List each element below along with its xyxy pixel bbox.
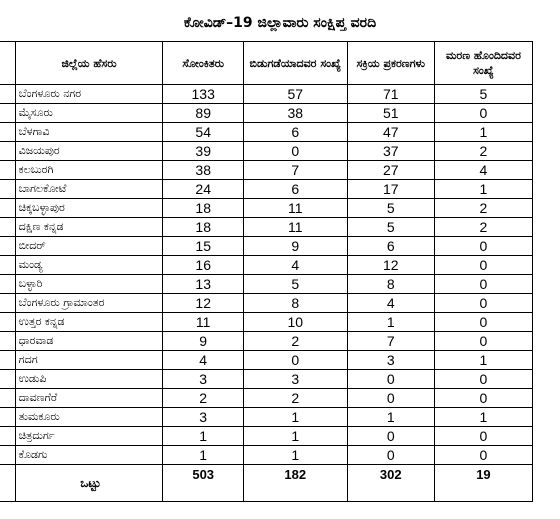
infected-cell: 133 bbox=[163, 85, 244, 104]
table-row bbox=[0, 237, 533, 256]
active-cell: 12 bbox=[347, 256, 434, 275]
active-cell: 3 bbox=[347, 351, 434, 370]
discharged-cell: 6 bbox=[243, 180, 347, 199]
active-cell: 0 bbox=[347, 446, 434, 465]
deaths-cell: 0 bbox=[434, 104, 532, 123]
table-row bbox=[0, 389, 533, 408]
total-infected: 503 bbox=[163, 465, 244, 502]
header-deaths: ಮರಣ ಹೊಂದಿದವರ ಸಂಖ್ಯೆ bbox=[434, 42, 532, 85]
active-cell: 17 bbox=[347, 180, 434, 199]
active-cell: 0 bbox=[347, 427, 434, 446]
discharged-cell: 6 bbox=[243, 123, 347, 142]
active-cell: 27 bbox=[347, 161, 434, 180]
district-name: ಬೀದರ್ bbox=[15, 237, 163, 256]
deaths-cell: 1 bbox=[434, 123, 532, 142]
infected-cell: 11 bbox=[163, 313, 244, 332]
header-row bbox=[0, 42, 533, 85]
discharged-cell: 4 bbox=[243, 256, 347, 275]
discharged-cell: 9 bbox=[243, 237, 347, 256]
deaths-cell: 1 bbox=[434, 408, 532, 427]
table-row bbox=[0, 351, 533, 370]
total-label: ಒಟ್ಟು bbox=[15, 465, 163, 502]
deaths-cell: 2 bbox=[434, 199, 532, 218]
district-name: ಉತ್ತರ ಕನ್ನಡ bbox=[15, 313, 163, 332]
infected-cell: 15 bbox=[163, 237, 244, 256]
deaths-cell: 2 bbox=[434, 142, 532, 161]
district-name: ದಕ್ಷಿಣ ಕನ್ನಡ bbox=[15, 218, 163, 237]
table-row bbox=[0, 104, 533, 123]
district-name: ಧಾರವಾಡ bbox=[15, 332, 163, 351]
deaths-cell: 0 bbox=[434, 446, 532, 465]
discharged-cell: 10 bbox=[243, 313, 347, 332]
table-row bbox=[0, 275, 533, 294]
table-row bbox=[0, 218, 533, 237]
deaths-cell: 0 bbox=[434, 389, 532, 408]
active-cell: 47 bbox=[347, 123, 434, 142]
table-row bbox=[0, 161, 533, 180]
header-discharged: ಬಿಡುಗಡೆಯಾದವರ ಸಂಖ್ಯೆ bbox=[243, 42, 347, 85]
total-deaths: 19 bbox=[434, 465, 532, 502]
deaths-cell: 0 bbox=[434, 275, 532, 294]
discharged-cell: 11 bbox=[243, 218, 347, 237]
total-active: 302 bbox=[347, 465, 434, 502]
active-cell: 5 bbox=[347, 218, 434, 237]
infected-cell: 3 bbox=[163, 408, 244, 427]
table-row bbox=[0, 85, 533, 104]
active-cell: 1 bbox=[347, 408, 434, 427]
district-name: ಮಂಡ್ಯ bbox=[15, 256, 163, 275]
deaths-cell: 5 bbox=[434, 85, 532, 104]
active-cell: 1 bbox=[347, 313, 434, 332]
deaths-cell: 0 bbox=[434, 427, 532, 446]
table-row bbox=[0, 123, 533, 142]
discharged-cell: 1 bbox=[243, 446, 347, 465]
discharged-cell: 8 bbox=[243, 294, 347, 313]
table-row bbox=[0, 256, 533, 275]
deaths-cell: 1 bbox=[434, 351, 532, 370]
district-name: ಚಿಕ್ಕಬಳ್ಳಾಪುರ bbox=[15, 199, 163, 218]
discharged-cell: 1 bbox=[243, 408, 347, 427]
infected-cell: 2 bbox=[163, 389, 244, 408]
discharged-cell: 2 bbox=[243, 389, 347, 408]
active-cell: 0 bbox=[347, 370, 434, 389]
district-name: ಕಲಬುರಗಿ bbox=[15, 161, 163, 180]
active-cell: 7 bbox=[347, 332, 434, 351]
discharged-cell: 7 bbox=[243, 161, 347, 180]
active-cell: 51 bbox=[347, 104, 434, 123]
district-name: ಬಾಗಲಕೋಟೆ bbox=[15, 180, 163, 199]
deaths-cell: 0 bbox=[434, 332, 532, 351]
header-district: ಜಿಲ್ಲೆಯ ಹೆಸರು bbox=[15, 42, 163, 85]
district-name: ಬೆಂಗಳೂರು ನಗರ bbox=[15, 85, 163, 104]
district-name: ಬೆಳಗಾವಿ bbox=[15, 123, 163, 142]
deaths-cell: 4 bbox=[434, 161, 532, 180]
deaths-cell: 0 bbox=[434, 313, 532, 332]
table-row bbox=[0, 313, 533, 332]
table-row bbox=[0, 294, 533, 313]
header-active: ಸಕ್ರಿಯ ಪ್ರಕರಣಗಳು bbox=[347, 42, 434, 85]
active-cell: 6 bbox=[347, 237, 434, 256]
district-name: ಮೈಸೂರು bbox=[15, 104, 163, 123]
infected-cell: 4 bbox=[163, 351, 244, 370]
infected-cell: 3 bbox=[163, 370, 244, 389]
deaths-cell: 0 bbox=[434, 294, 532, 313]
discharged-cell: 5 bbox=[243, 275, 347, 294]
active-cell: 4 bbox=[347, 294, 434, 313]
district-table bbox=[0, 41, 533, 502]
header-infected: ಸೋಂಕಿತರು bbox=[163, 42, 244, 85]
infected-cell: 18 bbox=[163, 199, 244, 218]
infected-cell: 12 bbox=[163, 294, 244, 313]
infected-cell: 9 bbox=[163, 332, 244, 351]
active-cell: 71 bbox=[347, 85, 434, 104]
deaths-cell: 1 bbox=[434, 180, 532, 199]
deaths-cell: 2 bbox=[434, 218, 532, 237]
infected-cell: 39 bbox=[163, 142, 244, 161]
table-row bbox=[0, 199, 533, 218]
active-cell: 0 bbox=[347, 389, 434, 408]
infected-cell: 18 bbox=[163, 218, 244, 237]
deaths-cell: 0 bbox=[434, 237, 532, 256]
discharged-cell: 38 bbox=[243, 104, 347, 123]
discharged-cell: 2 bbox=[243, 332, 347, 351]
table-row bbox=[0, 408, 533, 427]
report-title: ಕೋವಿಡ್–19 ಜಿಲ್ಲಾವಾರು ಸಂಕ್ಷಿಪ್ತ ವರದಿ bbox=[183, 15, 377, 31]
infected-cell: 1 bbox=[163, 446, 244, 465]
deaths-cell: 0 bbox=[434, 370, 532, 389]
infected-cell: 89 bbox=[163, 104, 244, 123]
active-cell: 37 bbox=[347, 142, 434, 161]
table-row bbox=[0, 370, 533, 389]
district-name: ಬಳ್ಳಾರಿ bbox=[15, 275, 163, 294]
district-name: ಬೆಂಗಳೂರು ಗ್ರಾಮಾಂತರ bbox=[15, 294, 163, 313]
infected-cell: 1 bbox=[163, 427, 244, 446]
district-name: ಚಿತ್ರದುರ್ಗ bbox=[15, 427, 163, 446]
district-name: ಕೊಡಗು bbox=[15, 446, 163, 465]
discharged-cell: 3 bbox=[243, 370, 347, 389]
district-name: ಉಡುಪಿ bbox=[15, 370, 163, 389]
infected-cell: 13 bbox=[163, 275, 244, 294]
discharged-cell: 0 bbox=[243, 142, 347, 161]
district-name: ತುಮಕೂರು bbox=[15, 408, 163, 427]
table-row bbox=[0, 427, 533, 446]
district-name: ಗದಗ bbox=[15, 351, 163, 370]
active-cell: 8 bbox=[347, 275, 434, 294]
district-name: ವಿಜಯಪುರ bbox=[15, 142, 163, 161]
total-discharged: 182 bbox=[243, 465, 347, 502]
infected-cell: 16 bbox=[163, 256, 244, 275]
active-cell: 5 bbox=[347, 199, 434, 218]
discharged-cell: 11 bbox=[243, 199, 347, 218]
table-row bbox=[0, 446, 533, 465]
infected-cell: 38 bbox=[163, 161, 244, 180]
total-row bbox=[0, 465, 533, 502]
discharged-cell: 0 bbox=[243, 351, 347, 370]
table-row bbox=[0, 142, 533, 161]
deaths-cell: 0 bbox=[434, 256, 532, 275]
infected-cell: 54 bbox=[163, 123, 244, 142]
header-serial bbox=[0, 42, 15, 85]
discharged-cell: 57 bbox=[243, 85, 347, 104]
table-row bbox=[0, 180, 533, 199]
infected-cell: 24 bbox=[163, 180, 244, 199]
table-body bbox=[0, 85, 533, 502]
discharged-cell: 1 bbox=[243, 427, 347, 446]
district-name: ದಾವಣಗೆರೆ bbox=[15, 389, 163, 408]
table-row bbox=[0, 332, 533, 351]
